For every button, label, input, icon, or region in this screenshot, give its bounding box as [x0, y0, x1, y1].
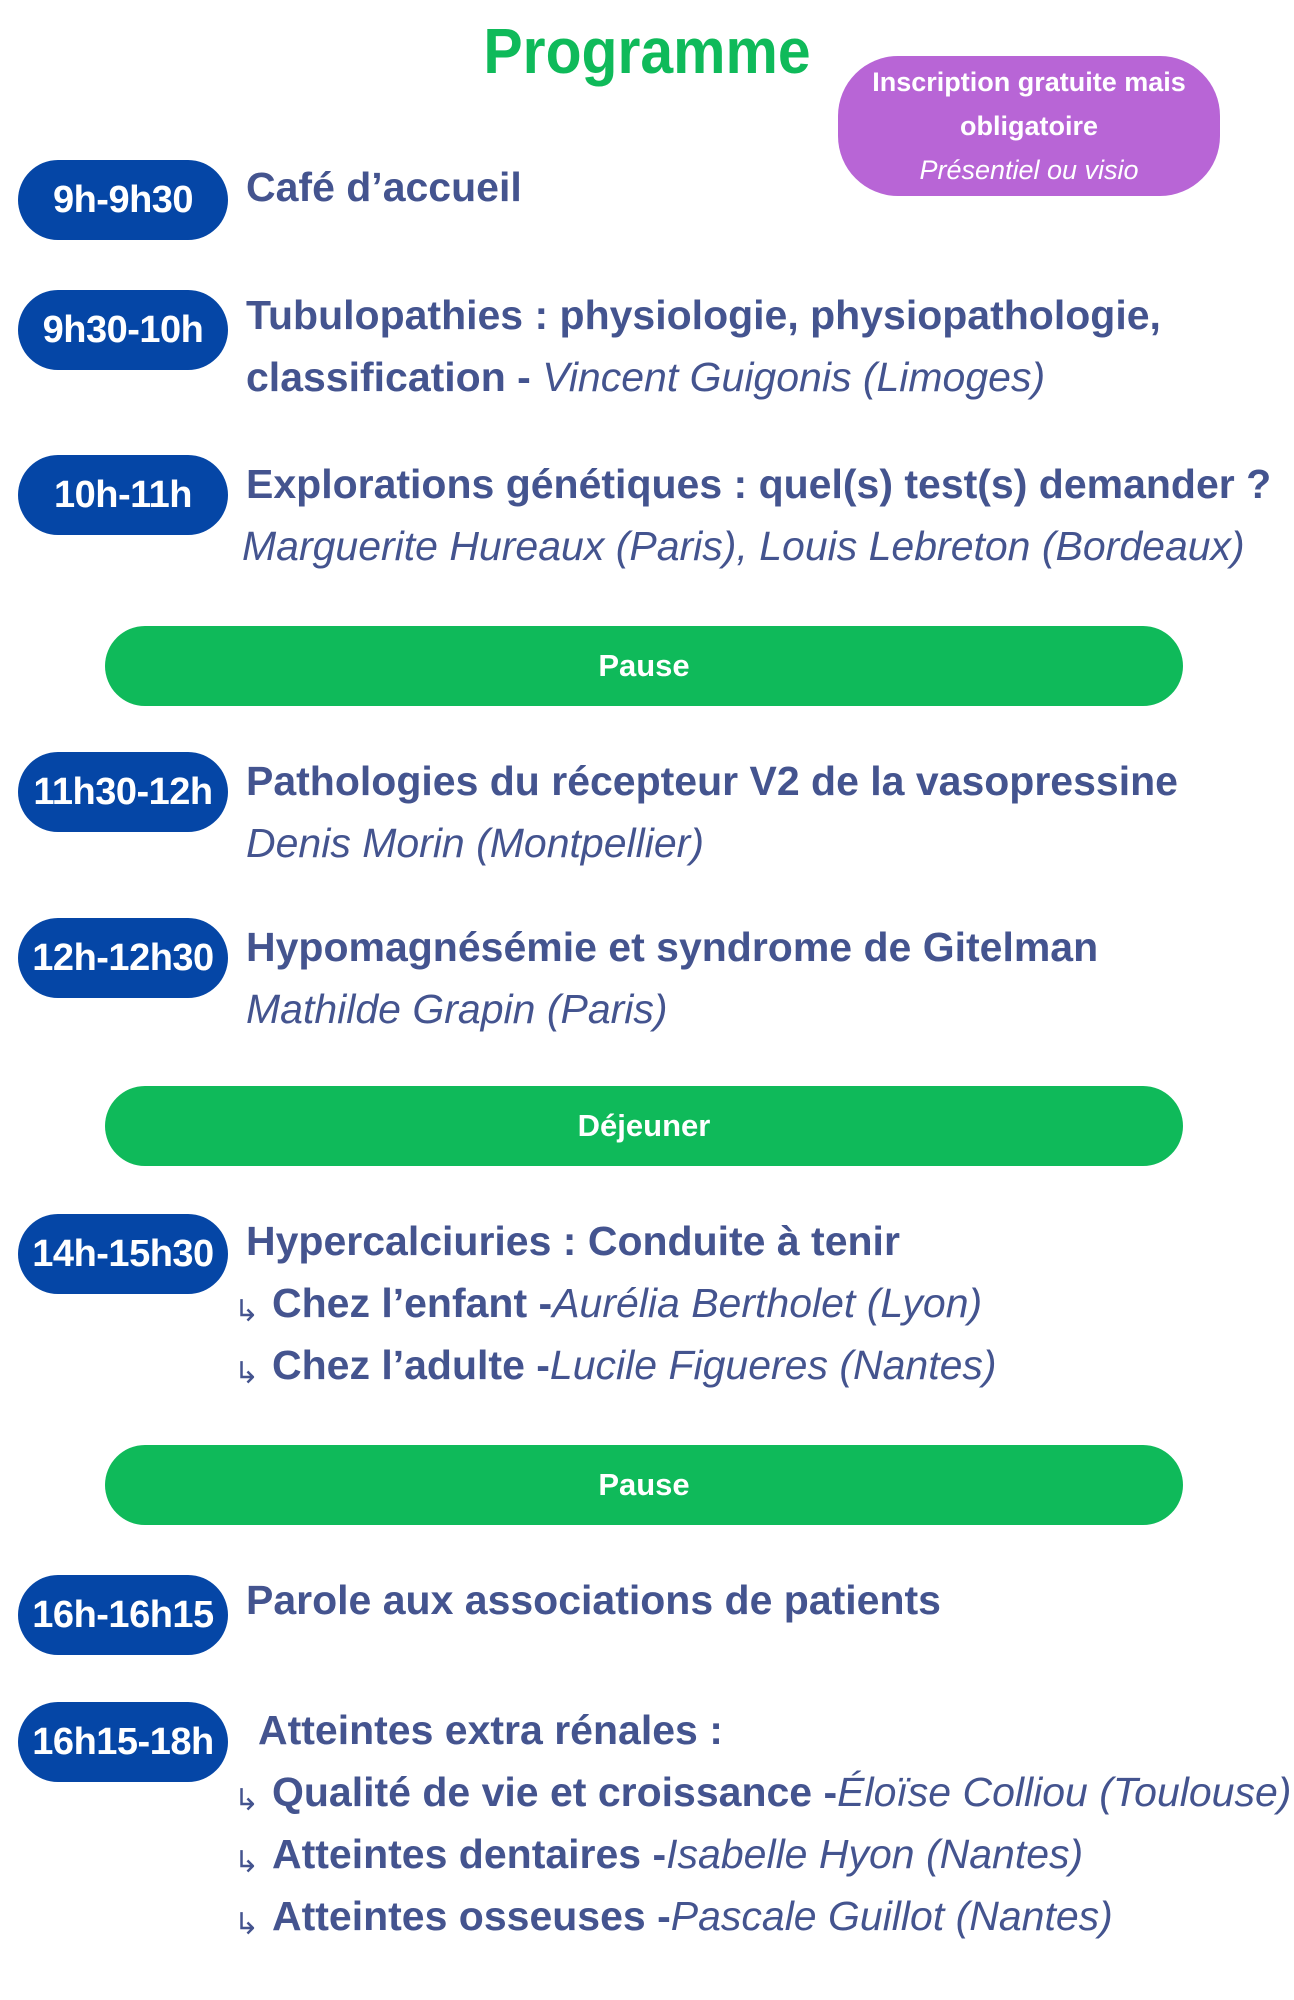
session-item — [234, 1699, 1292, 1947]
session-title: Hypercalciuries : Conduite à tenir — [246, 1218, 900, 1264]
sub-item-label: Chez l’adulte - — [272, 1341, 550, 1388]
speaker: Aurélia Bertholet (Lyon) — [552, 1279, 983, 1326]
session-item — [246, 916, 1098, 1040]
sub-item — [234, 1761, 1292, 1823]
registration-badge — [838, 56, 1220, 196]
session-title: Tubulopathies : physiologie, physiopathologie, — [246, 292, 1161, 338]
time-badge: 10h-11h — [18, 455, 228, 535]
down-right-arrow-icon: ↳ — [234, 1845, 260, 1879]
sub-item-label: Atteintes dentaires - — [272, 1830, 667, 1877]
break-bar: Déjeuner — [105, 1086, 1183, 1166]
session-title: Parole aux associations de patients — [246, 1577, 941, 1623]
session-title: Café d’accueil — [246, 164, 522, 210]
speaker: Mathilde Grapin (Paris) — [246, 986, 668, 1032]
registration-line-2: obligatoire — [959, 111, 1098, 141]
sub-item — [234, 1272, 997, 1334]
session-item — [246, 156, 522, 218]
time-badge: 9h-9h30 — [18, 160, 228, 240]
time-badge: 12h-12h30 — [18, 918, 228, 998]
sub-item — [234, 1334, 997, 1396]
speaker: Vincent Guigonis (Limoges) — [542, 354, 1046, 400]
session-title-cont: classification - — [246, 354, 543, 400]
break-bar: Pause — [105, 626, 1183, 706]
sub-item — [234, 1885, 1291, 1947]
session-title: Explorations génétiques : quel(s) test(s) demander ? — [246, 461, 1272, 507]
sub-item-label: Atteintes osseuses - — [272, 1892, 671, 1939]
session-title: Pathologies du récepteur V2 de la vasopressine — [246, 758, 1178, 804]
speaker: Marguerite Hureaux (Paris), Louis Lebreton (Bordeaux) — [242, 523, 1245, 569]
page-title: Programme — [483, 15, 811, 87]
session-item — [242, 453, 1272, 577]
registration-mode: Présentiel ou visio — [919, 155, 1139, 185]
session-title: Atteintes extra rénales : — [258, 1707, 723, 1753]
down-right-arrow-icon: ↳ — [234, 1356, 260, 1390]
speaker: Pascale Guillot (Nantes) — [670, 1892, 1113, 1939]
speaker: Lucile Figueres (Nantes) — [549, 1341, 997, 1388]
session-item — [234, 1210, 997, 1396]
session-item — [246, 284, 1161, 408]
speaker: Denis Morin (Montpellier) — [246, 820, 704, 866]
time-badge: 14h-15h30 — [18, 1214, 228, 1294]
down-right-arrow-icon: ↳ — [234, 1294, 260, 1328]
session-item — [246, 750, 1178, 874]
speaker: Éloïse Colliou (Toulouse) — [837, 1768, 1292, 1815]
registration-line-1: Inscription gratuite mais — [872, 67, 1186, 97]
down-right-arrow-icon: ↳ — [234, 1907, 260, 1941]
down-right-arrow-icon: ↳ — [234, 1783, 260, 1817]
sub-item-label: Chez l’enfant - — [272, 1279, 553, 1326]
time-badge: 16h15-18h — [18, 1702, 228, 1782]
time-badge: 9h30-10h — [18, 290, 228, 370]
time-badge: 11h30-12h — [18, 752, 228, 832]
sub-item — [234, 1823, 1291, 1885]
time-badge: 16h-16h15 — [18, 1575, 228, 1655]
sub-item-label: Qualité de vie et croissance - — [272, 1768, 838, 1815]
session-title: Hypomagnésémie et syndrome de Gitelman — [246, 924, 1099, 970]
session-item — [246, 1569, 941, 1631]
speaker: Isabelle Hyon (Nantes) — [666, 1830, 1084, 1877]
break-bar: Pause — [105, 1445, 1183, 1525]
